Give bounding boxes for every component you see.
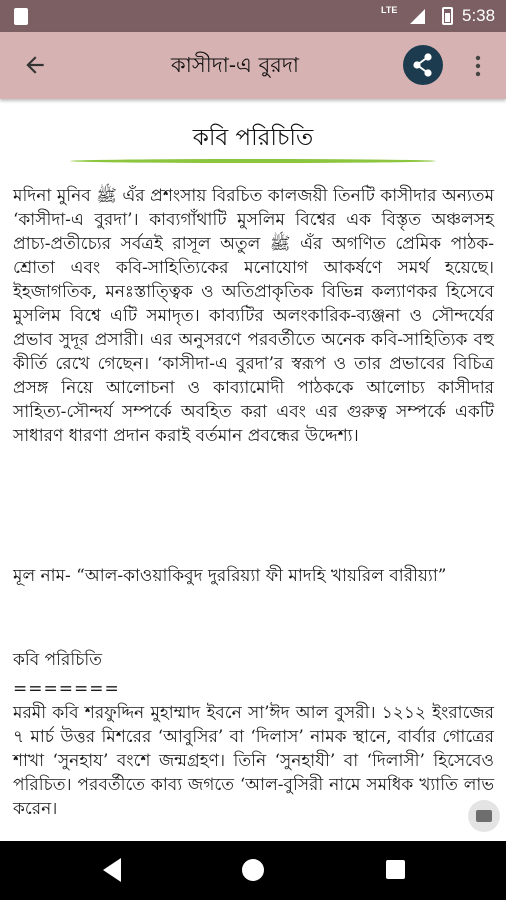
original-name-text: মূল নাম- “আল-কাওয়াকিবুদ দুররিয়্যা ফী মাদহি খায়রিল বারীয়্যা” xyxy=(13,566,447,586)
nav-home-button[interactable] xyxy=(242,859,264,881)
forward-icon xyxy=(476,810,492,822)
back-button[interactable] xyxy=(18,48,52,82)
section-title: কবি পরিচিতি xyxy=(13,650,103,670)
signal-icon xyxy=(410,9,425,24)
app-title: কাসীদা-এ বুরদা xyxy=(171,53,299,77)
arrow-left-icon xyxy=(22,52,48,78)
status-clock: 5:38 xyxy=(462,6,496,25)
nav-back-button[interactable] xyxy=(103,858,121,882)
intro-paragraph: মদিনা মুনিব ﷺ এঁর প্রশংসায় বিরচিত কালজয়ী তিনটি কাসীদার অন্যতম ‘কাসীদা-এ বুরদা’। কাব্যগাঁথাটি মুসলিম বিশ্বের এক বিস্তৃত অঞ্চলসহ প্রাচ্য-প্রতীচ্যের সর্বত্রই রাসূল অতুল ﷺ এঁর অগণিত প্রেমিক পাঠক-শ্রোতা এবং কবি-সাহিত্যিকের মনোযোগ আকর্ষণে সমর্থ হয়েছে। ইহজাগতিক, মনঃস্তাত্ত্বিক ও অতিপ্রাকৃতিক বিভিন্ন কল্যাণকর হিসেবে মুসলিম বিশ্বে এটি সমাদৃত। কাব্যটির অলংকারিক-ব্যঞ্জনা ও সৌন্দর্যের প্রভাব সুদূর প্রসারী। এর অনুসরণে পরবর্তীতে অনেক কবি-সাহিত্যিক বহু কীর্তি রেখে গেছেন। ‘কাসীদা-এ বুরদা’র স্বরূপ ও তার প্রভাবের বিচিত্র প্রসঙ্গ নিয়ে আলোচনা ও কাব্যামোদী পাঠককে আলোচ্য কাসীদার সাহিত্য-সৌন্দর্য সম্পর্কে অবহিত করা এবং এর গুরুত্ব সম্পর্কে একটি সাধারণ ধারণা প্রদান করাই বর্তমান প্রবন্ধের উদ্দেশ্য। xyxy=(13,186,495,446)
system-nav-bar xyxy=(0,841,506,900)
heading-divider xyxy=(70,159,436,163)
article-content[interactable] xyxy=(0,99,506,841)
app-bar xyxy=(0,32,506,99)
next-page-button[interactable] xyxy=(468,800,500,832)
bio-paragraph: মরমী কবি শরফুদ্দিন মুহাম্মাদ ইবনে সা’ঈদ আল বুসরী। ১২১২ ইংরাজের ৭ মার্চ উত্তর মিশরের ‘আবুসির’ বা ‘দিলাস’ নামক স্থানে, বার্বার গোত্রের শাখা ‘সুনহায’ বংশে জন্মগ্রহণ। তিনি ‘সুনহাযী’ বা ‘দিলাসী’ হিসেবেও পরিচিত। পরবর্তীতে কাব্য জগতে ‘আল-বুসিরী নামে সমধিক খ্যাতি লাভ করেন। xyxy=(13,703,494,819)
status-bar xyxy=(0,0,506,32)
share-button[interactable] xyxy=(403,45,443,85)
more-options-button[interactable] xyxy=(468,46,488,86)
page-heading: কবি পরিচিতি xyxy=(192,125,314,151)
share-icon xyxy=(403,45,443,85)
battery-icon xyxy=(442,7,453,25)
sim-card-icon xyxy=(14,8,28,25)
network-type: LTE xyxy=(381,5,398,15)
more-vertical-icon xyxy=(468,46,488,86)
section-separator: ======= xyxy=(13,679,120,699)
nav-recents-button[interactable] xyxy=(386,860,405,879)
